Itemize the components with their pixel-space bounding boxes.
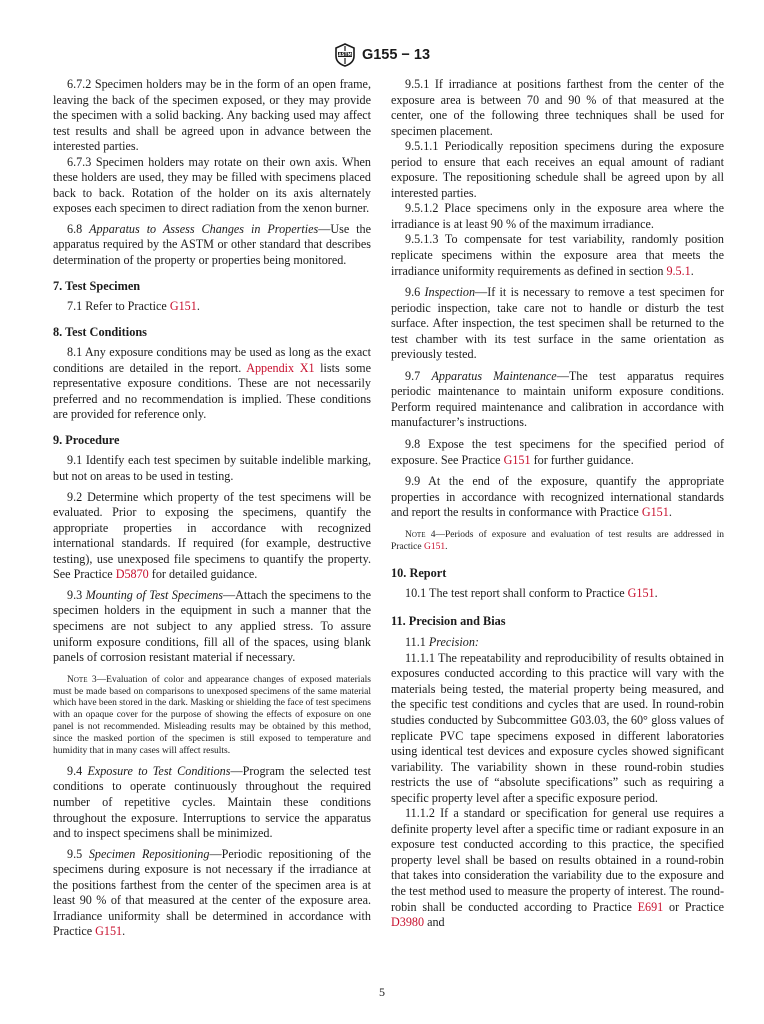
para-11-1-2 — [391, 806, 724, 930]
para-text: —Attach the specimens to the specimen holders in the equipment in such a manner that the specimens are not subject to any applied stress. To assure uniform exposure conditions, fill all of the spaces, using blank panels of corrosion resistant material if necessary. — [53, 587, 372, 665]
para-11-1-1: 11.1.1 The repeatability and reproducibility of results obtained in exposures conducted according to this practice will vary with the materials being tested, the material property being measured, and the specific test conditions and cycles that are used. In round-robin studies conducted by Subcommittee G03.03, the 60° gloss values of replicate PVC tape specimens exposed in different laboratories using identical test devices and exposure cycles showed significant variability. The variability shown in these round-robin studies restricts the use of “absolute specifications” such as requiring a specific property level after a specific exposure period. — [391, 650, 724, 805]
page-number: 5 — [379, 985, 385, 999]
note-label: Note 3 — [67, 674, 97, 685]
para-text: . — [196, 299, 200, 314]
link-section-9-5-1[interactable]: 9.5.1 — [666, 263, 691, 278]
para-title: Inspection — [424, 285, 476, 300]
para-9-1: 9.1 Identify each test specimen by suitable indelible marking, but not on areas to be used in testing. — [53, 453, 371, 484]
link-g151[interactable]: G151 — [641, 505, 669, 520]
para-text: . — [668, 505, 672, 520]
link-e691[interactable]: E691 — [637, 899, 664, 914]
para-title: Specimen Repositioning — [88, 846, 210, 861]
svg-text:ASTM: ASTM — [338, 52, 352, 57]
para-number: 9.6 — [405, 285, 425, 300]
para-9-8 — [391, 437, 724, 468]
para-text: . — [654, 586, 658, 601]
astm-logo-icon — [334, 43, 356, 67]
para-number: 9.4 — [67, 763, 88, 778]
link-appendix-x1[interactable]: Appendix X1 — [246, 360, 315, 375]
para-6-7-3: 6.7.3 Specimen holders may rotate on their own axis. When these holders are used, they may be filled with specimens placed back to back. Rotation of the holder on its axis alternately exposes each specimen to direct radiation from the xenon burner. — [53, 154, 371, 216]
para-9-3 — [53, 588, 371, 666]
page-header — [0, 42, 764, 68]
link-g151[interactable]: G151 — [95, 924, 123, 939]
para-text: and — [424, 915, 445, 930]
para-text: 10.1 The test report shall conform to Practice — [405, 586, 628, 601]
para-number: 9.5 — [67, 846, 89, 861]
para-9-5-1-3 — [391, 232, 724, 279]
para-text: 7.1 Refer to Practice — [67, 299, 170, 314]
note-4 — [391, 530, 724, 554]
para-text: —Program the selected test conditions to operate continuously throughout the required number of repetitive cycles. Maintain these conditions throughout the exposure. Interruptions to service the apparatus and to inspect specimens shall be minimized. — [53, 763, 371, 841]
section-heading-8: 8. Test Conditions — [53, 324, 147, 339]
para-number: 9.3 — [67, 587, 86, 602]
para-text: . — [122, 924, 126, 939]
para-title: Precision: — [428, 635, 479, 650]
para-text: for further guidance. — [530, 452, 634, 467]
document-id: G155 − 13 — [361, 47, 431, 63]
link-g151[interactable]: G151 — [423, 541, 446, 552]
para-9-5-1-2: 9.5.1.2 Place specimens only in the exposure area where the irradiance is at least 90 % of the maximum irradiance. — [391, 201, 724, 231]
para-8-1 — [53, 345, 371, 423]
link-g151[interactable]: G151 — [627, 586, 655, 601]
link-d5870[interactable]: D5870 — [115, 567, 149, 582]
para-text: —Periodic repositioning of the specimens during exposure is not necessary if the irradiance at the positions farthest from the center of the specimen area is at least 90 % of that measured at the center of the exposure area. Irradiance uniformity shall be determined in accordance with Practice — [53, 846, 371, 939]
para-text: 8.1 Any exposure conditions may be used as long as the exact conditions are detailed in the report. — [53, 345, 371, 375]
note-label: Note 4 — [405, 529, 436, 540]
para-9-7 — [391, 369, 724, 431]
para-text: 9.8 Expose the test specimens for the specified period of exposure. See Practice — [391, 437, 724, 467]
para-text: 9.5.1.3 To compensate for test variability, randomly position replicate specimens within the exposure area that meets the irradiance uniformity requirements as defined in section — [391, 232, 724, 278]
para-11-1 — [391, 635, 724, 651]
para-6-7-2: 6.7.2 Specimen holders may be in the form of an open frame, leaving the back of the specimen exposed, or they may provide the specimen with a solid backing. Any backing used may affect test results and shall be agreed upon in advance between the interested parties. — [53, 77, 371, 154]
para-number: 11.1 — [405, 635, 429, 650]
para-text: 9.9 At the end of the exposure, quantify the appropriate properties in accordance with recognized international standards and report the results in conformance with Practice — [391, 474, 724, 520]
para-text: lists some representative exposure conditions. These are not necessarily preferred and no recommendation is implied. These conditions are provided for reference only. — [53, 360, 371, 422]
para-text: —The test apparatus requires periodic maintenance to maintain uniform exposure conditions. Perform required maintenance and calibration in accordance with manufacturer’s instructions. — [391, 368, 724, 430]
section-heading-9: 9. Procedure — [53, 432, 120, 447]
link-g151[interactable]: G151 — [169, 299, 197, 314]
note-text: —Periods of exposure and evaluation of test results are addressed in Practice — [391, 529, 724, 552]
para-9-5-1-1: 9.5.1.1 Periodically reposition specimens during the exposure period to ensure that each receives an equal amount of radiant exposure. The repositioning schedule shall be agreed upon by all interested parties. — [391, 139, 724, 200]
para-6-8 — [53, 222, 371, 269]
para-text: —If it is necessary to remove a test specimen for periodic inspection, take care not to handle or disturb the test surface. After inspection, the test specimen shall be returned to the test chamber with its test surface in the same orientation as previously tested. — [391, 285, 724, 362]
para-text: 11.1.2 If a standard or specification for general use requires a definite property level after a specific time or radiant exposure in an exposure test conducted according to this practice, the specified property level shall be based on results obtained in a round-robin that takes into consideration the variability due to the exposure and the test method used to measure the property of interest. The round-robin shall be conducted according to Practice — [391, 806, 724, 914]
para-7-1 — [53, 299, 371, 315]
para-9-9 — [391, 474, 724, 521]
para-9-2 — [53, 490, 371, 583]
para-title: Apparatus Maintenance — [431, 368, 557, 383]
section-heading-11: 11. Precision and Bias — [391, 613, 506, 628]
para-text: for detailed guidance. — [148, 567, 258, 582]
para-text: or Practice — [663, 899, 724, 914]
section-heading-10: 10. Report — [391, 565, 447, 580]
para-9-5 — [53, 847, 371, 940]
para-text: —Use the apparatus required by the ASTM or other standard that describes determination of the property or properties being monitored. — [53, 221, 371, 268]
para-10-1 — [391, 586, 724, 602]
left-column — [53, 77, 371, 940]
link-g151[interactable]: G151 — [503, 452, 531, 467]
para-9-4 — [53, 764, 371, 842]
para-number: 6.8 — [67, 221, 90, 236]
para-text: 9.2 Determine which property of the test specimens will be evaluated. Prior to exposing the specimens, quantify the appropriate properties in accordance with recognized international standards. If required (for example, destructive testing), use unexposed file specimens to quantify the property. See Practice — [53, 489, 371, 582]
para-9-5-1: 9.5.1 If irradiance at positions farthest from the center of the exposure area is between 70 and 90 % of that measured at the center, one of the following three techniques shall be used for specimen placement. — [391, 77, 724, 138]
para-title: Exposure to Test Conditions — [87, 763, 231, 778]
right-column — [391, 77, 724, 931]
para-title: Mounting of Test Specimens — [85, 587, 224, 602]
note-text: —Evaluation of color and appearance changes of exposed materials must be made based on comparisons to unexposed specimens of the same material which have been stored in the dark. Masking or shielding the face of test specimens with an opaque cover for the purpose of showing the effects of exposure on one panel is not recommended. Misleading results may be obtained by this method, since the masked portion of the specimen is still exposed to temperature and humidity that in many cases will affect results. — [53, 674, 371, 757]
section-heading-7: 7. Test Specimen — [53, 278, 141, 293]
para-title: Apparatus to Assess Changes in Properties — [89, 221, 319, 236]
note-text: . — [445, 541, 448, 552]
para-number: 9.7 — [405, 368, 432, 383]
link-d3980[interactable]: D3980 — [391, 915, 425, 930]
para-text: . — [690, 263, 694, 278]
para-9-6 — [391, 285, 724, 363]
note-3 — [53, 675, 371, 758]
